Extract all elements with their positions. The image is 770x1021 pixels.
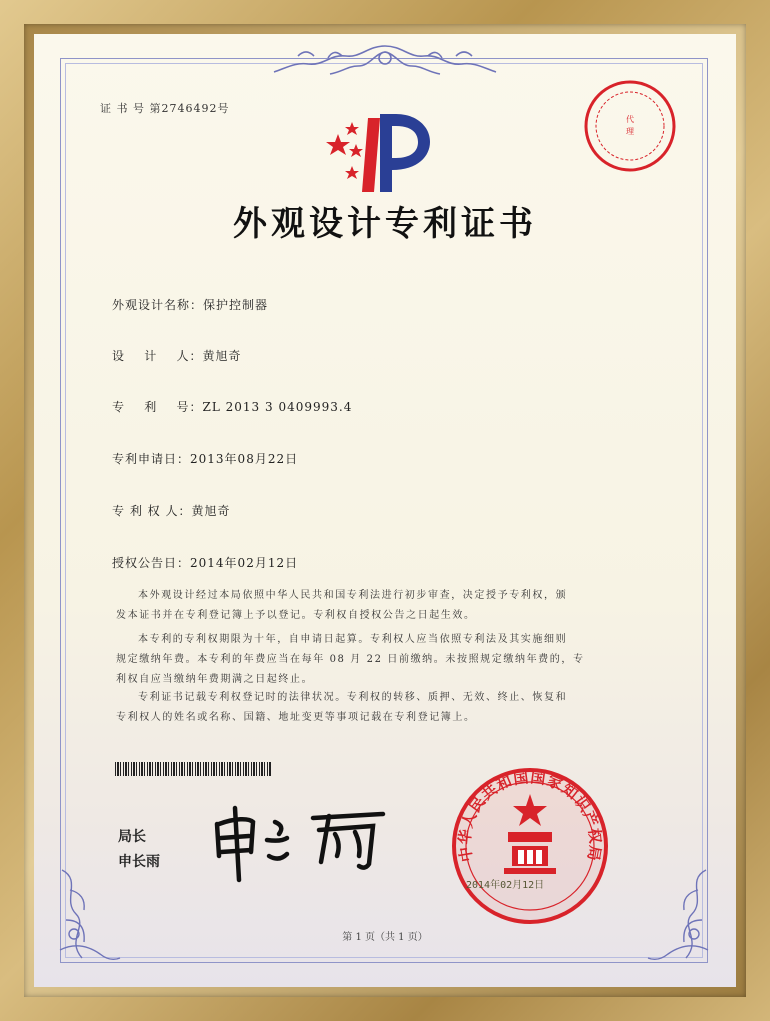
field-label: 专利申请日：	[112, 452, 191, 466]
director-title: 局长	[118, 829, 146, 845]
paragraph-grant	[116, 586, 656, 626]
svg-text:理: 理	[626, 127, 634, 136]
top-ornament-icon	[268, 42, 502, 78]
field-patent-number	[112, 398, 352, 415]
paragraph-legal-status	[116, 688, 656, 728]
paragraph-line: 规定缴纳年费。本专利的年费应当在每年 08 月 22 日前缴纳。未按照规定缴纳年费的，专	[116, 654, 585, 665]
paragraph-line: 专利证书记载专利权登记时的法律状况。专利权的转移、质押、无效、终止、恢复和	[138, 692, 568, 703]
field-value: 黄旭奇	[191, 504, 231, 518]
barcode	[115, 762, 271, 776]
seal-date: 2014年02月12日	[466, 880, 545, 891]
field-value: 保护控制器	[203, 298, 269, 312]
bottom-left-ornament-icon	[52, 860, 122, 970]
field-value: 黄旭奇	[202, 349, 242, 363]
page-number: 第 1 页（共 1 页）	[342, 932, 428, 943]
paragraph-line: 发本证书并在专利登记簿上予以登记。专利权自授权公告之日起生效。	[116, 610, 476, 621]
field-label: 授权公告日：	[112, 556, 191, 570]
field-designer	[112, 347, 242, 364]
field-label: 设 计 人：	[112, 349, 203, 363]
field-label: 外观设计名称：	[112, 298, 204, 312]
paragraph-line: 利权自应当缴纳年费期满之日起终止。	[116, 674, 314, 685]
paragraph-line: 本专利的专利权期限为十年，自申请日起算。专利权人应当依照专利法及其实施细则	[138, 634, 568, 645]
svg-text:代: 代	[626, 115, 634, 124]
director-name: 申长雨	[118, 854, 160, 870]
national-ip-office-seal-icon	[450, 766, 610, 926]
certificate-title: 外观设计专利证书	[233, 204, 537, 244]
paragraph-line: 专利权人的姓名或名称、国籍、地址变更等事项记载在专利登记簿上。	[116, 712, 476, 723]
field-design-name	[112, 296, 268, 313]
field-value: ZL 2013 3 0409993.4	[202, 400, 353, 414]
field-label: 专 利 号：	[112, 400, 203, 414]
paragraph-line: 本外观设计经过本局依照中华人民共和国专利法进行初步审查，决定授予专利权，颁	[138, 590, 568, 601]
bottom-right-ornament-icon	[646, 860, 716, 970]
paragraph-term	[116, 630, 656, 690]
patent-office-logo-icon	[318, 108, 438, 194]
seal-arc-text: 中华人民共和国国家知识产权局	[455, 768, 605, 864]
agency-seal-icon	[582, 78, 678, 174]
field-application-date	[112, 450, 298, 467]
field-patentee	[112, 502, 230, 519]
certificate-number: 证 书 号 第2746492号	[100, 102, 230, 115]
field-value: 2013年08月22日	[190, 452, 299, 466]
field-publication-date	[112, 554, 298, 571]
field-value: 2014年02月12日	[190, 556, 299, 570]
field-label: 专 利 权 人：	[112, 504, 192, 518]
director-signature-icon	[205, 800, 395, 884]
